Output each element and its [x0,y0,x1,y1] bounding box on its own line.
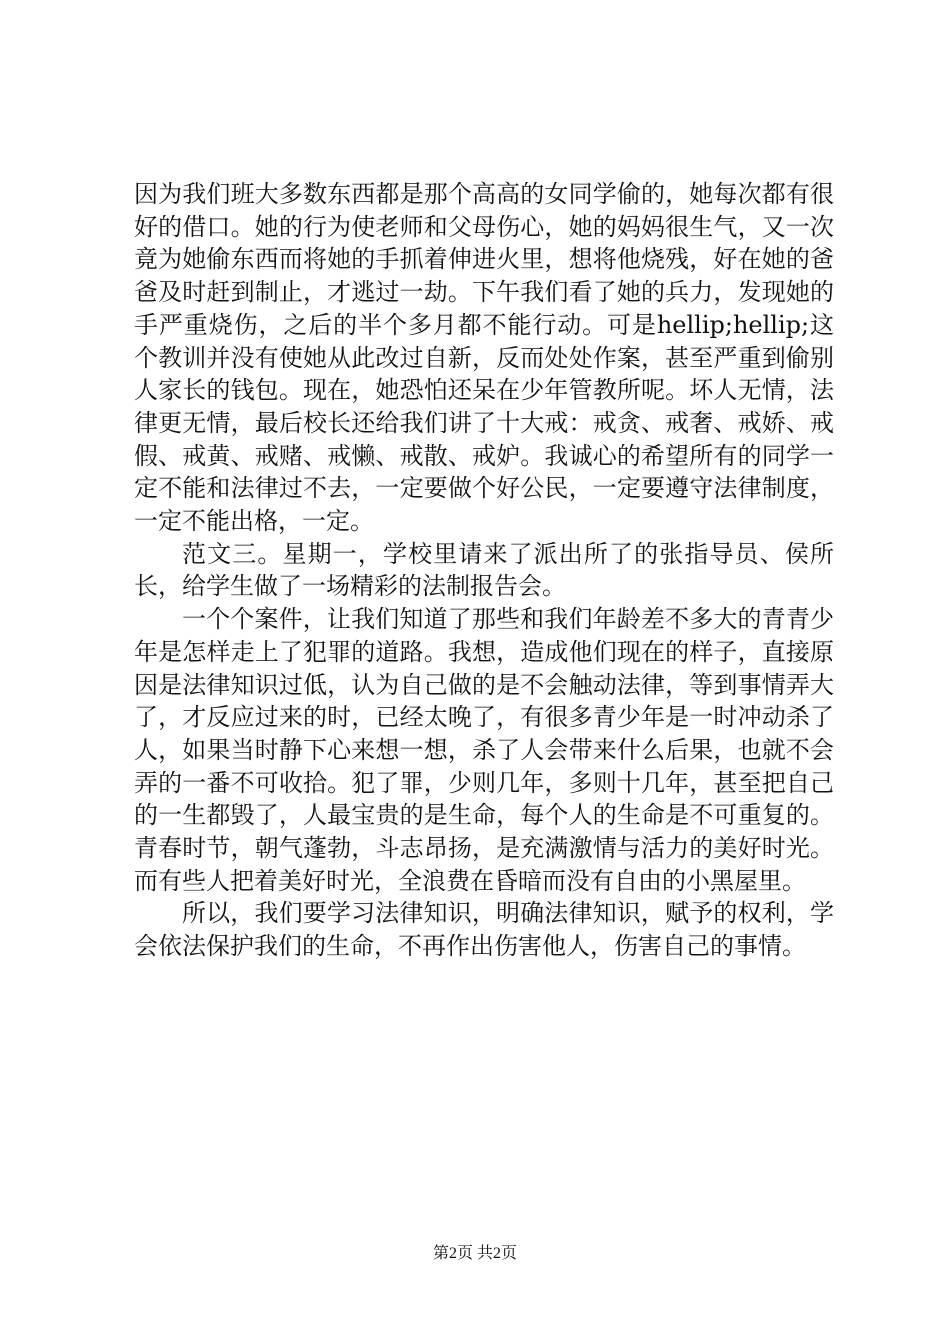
paragraph-3: 一个个案件，让我们知道了那些和我们年龄差不多大的青青少年是怎样走上了犯罪的道路。我想，造成他们现在的样子，直接原因是法律知识过低，认为自己做的是不会触动法律，等到事情弄大了，才反应过来的时，已经太晚了，有很多青少年是一时冲动杀了人，如果当时静下心来想一想，杀了人会带来什么后果，也就不会弄的一番不可收拾。犯了罪，少则几年，多则十几年，甚至把自己的一生都毁了，人最宝贵的是生命，每个人的生命是不可重复的。青春时节，朝气蓬勃，斗志昂扬，是充满激情与活力的美好时光。而有些人把着美好时光，全浪费在昏暗而没有自由的小黑屋里。 [134,605,834,895]
paragraph-2: 范文三。星期一，学校里请来了派出所了的张指导员、侯所长，给学生做了一场精彩的法制报告会。 [134,539,834,601]
page-footer: 第2页 共2页 [432,1245,517,1262]
paragraph-1: 因为我们班大多数东西都是那个高高的女同学偷的，她每次都有很好的借口。她的行为使老师和父母伤心，她的妈妈很生气，又一次竟为她偷东西而将她的手抓着伸进火里，想将他烧残，好在她的爸爸及时赶到制止，才逃过一劫。下午我们看了她的兵力，发现她的手严重烧伤，之后的半个多月都不能行动。可是hellip;hellip;这个教训并没有使她从此改过自新，反而处处作案，甚至严重到偷别人家长的钱包。现在，她恐怕还呆在少年管教所呢。坏人无情，法律更无情，最后校长还给我们讲了十大戒：戒贪、戒奢、戒娇、戒假、戒黄、戒赌、戒懒、戒散、戒妒。我诚心的希望所有的同学一定不能和法律过不去，一定要做个好公民，一定要遵守法律制度，一定不能出格，一定。 [134,180,834,536]
paragraph-4: 所以，我们要学习法律知识，明确法律知识，赋予的权利，学会依法保护我们的生命，不再作出伤害他人，伤害自己的事情。 [134,899,834,961]
document-body [134,178,834,963]
